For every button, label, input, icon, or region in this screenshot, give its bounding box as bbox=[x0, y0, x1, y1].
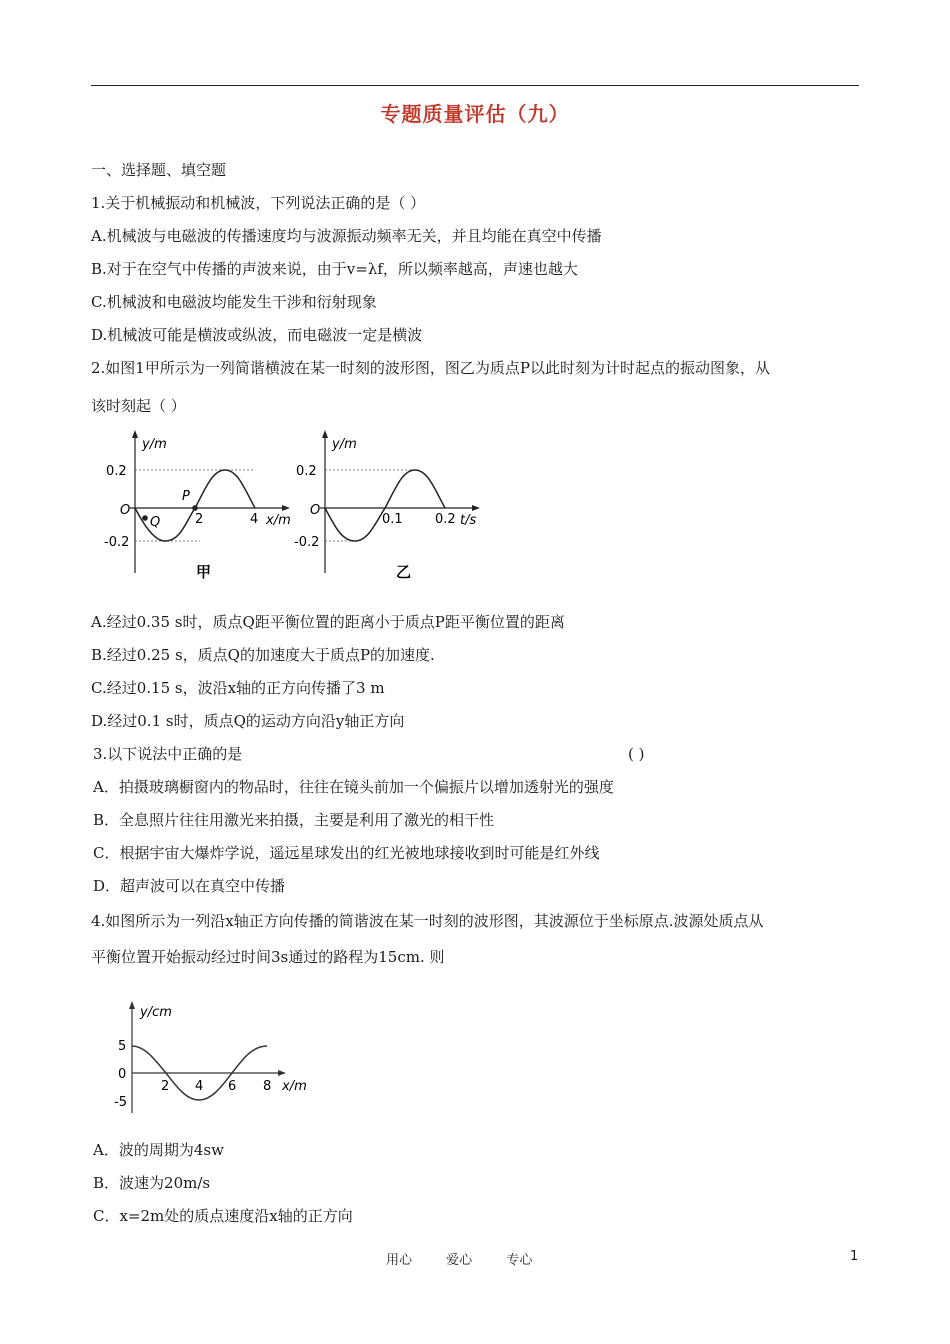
tick-x-8: 8 bbox=[263, 1079, 272, 1094]
q4-option-c: C．x=2m处的质点速度沿x轴的正方向 bbox=[93, 1207, 353, 1225]
origin-label: O bbox=[310, 503, 321, 518]
q3-option-a: A．拍摄玻璃橱窗内的物品时，往往在镜头前加一个偏振片以增加透射光的强度 bbox=[93, 778, 614, 796]
q4-stem-line1: 4.如图所示为一列沿x轴正方向传播的简谐波在某一时刻的波形图，其波源位于坐标原点.波源处质点从 bbox=[91, 912, 764, 930]
tick-y-0: 0 bbox=[118, 1067, 127, 1082]
q2-stem-line2: 该时刻起（ ） bbox=[91, 397, 186, 415]
axis-label-t: t/s bbox=[460, 513, 477, 528]
label-p: P bbox=[182, 489, 190, 504]
q2-option-a: A.经过0.35 s时，质点Q距平衡位置的距离小于质点P距平衡位置的距离 bbox=[91, 613, 565, 631]
tick-y-top: 0.2 bbox=[296, 464, 317, 479]
wave-graph-q4 bbox=[110, 998, 320, 1123]
origin-label: O bbox=[120, 503, 131, 518]
q1-option-a: A.机械波与电磁波的传播速度均与波源振动频率无关，并且均能在真空中传播 bbox=[91, 227, 602, 245]
footer-text-1: 用心 bbox=[386, 1253, 413, 1268]
q1-option-b: B.对于在空气中传播的声波来说，由于v=λf，所以频率越高，声速也越大 bbox=[91, 260, 578, 278]
q4-stem-line2: 平衡位置开始振动经过时间3s通过的路程为15cm. 则 bbox=[91, 948, 445, 966]
tick-y-5: 5 bbox=[118, 1039, 127, 1054]
q2-option-c: C.经过0.15 s，波沿x轴的正方向传播了3 m bbox=[91, 679, 385, 697]
q1-stem: 1.关于机械振动和机械波，下列说法正确的是（ ） bbox=[91, 194, 426, 212]
section-heading: 一、选择题、填空题 bbox=[91, 161, 227, 179]
tick-t-0.1: 0.1 bbox=[382, 512, 403, 527]
tick-x-2: 2 bbox=[195, 512, 204, 527]
label-q: Q bbox=[150, 515, 161, 530]
q4-option-a: A．波的周期为4sw bbox=[93, 1141, 224, 1159]
q3-stem: 3.以下说法中正确的是 bbox=[93, 745, 243, 763]
tick-x-4: 4 bbox=[195, 1079, 204, 1094]
footer-text-3: 专心 bbox=[506, 1253, 533, 1268]
caption-yi: 乙 bbox=[396, 563, 412, 581]
page-footer bbox=[386, 1249, 562, 1268]
caption-jia: 甲 bbox=[196, 563, 212, 581]
axis-label-y: y/cm bbox=[140, 1005, 172, 1020]
q3-option-c: C．根据宇宙大爆炸学说，遥远星球发出的红光被地球接收到时可能是红外线 bbox=[93, 844, 600, 862]
footer-text-2: 爱心 bbox=[446, 1253, 473, 1268]
page-title: 专题质量评估（九） bbox=[380, 102, 570, 126]
vibration-graph-yi bbox=[290, 428, 490, 588]
tick-y-bottom: -0.2 bbox=[104, 535, 130, 550]
wave-graph-jia bbox=[100, 428, 300, 588]
q1-option-d: D.机械波可能是横波或纵波，而电磁波一定是横波 bbox=[91, 326, 423, 344]
axis-label-x: x/m bbox=[266, 513, 291, 528]
q3-answer-paren: ( ) bbox=[628, 745, 645, 763]
point-p bbox=[192, 505, 198, 511]
axis-label-y: y/m bbox=[332, 437, 357, 452]
q2-option-d: D.经过0.1 s时，质点Q的运动方向沿y轴正方向 bbox=[91, 712, 405, 730]
q4-option-b: B．波速为20m/s bbox=[93, 1174, 211, 1192]
header-rule bbox=[91, 85, 859, 86]
axis-label-x: x/m bbox=[282, 1079, 307, 1094]
point-q bbox=[142, 515, 148, 521]
tick-x-4: 4 bbox=[250, 512, 259, 527]
q3-option-b: B．全息照片往往用激光来拍摄，主要是利用了激光的相干性 bbox=[93, 811, 495, 829]
tick-x-6: 6 bbox=[228, 1079, 237, 1094]
tick-y-top: 0.2 bbox=[106, 464, 127, 479]
tick-y-neg5: -5 bbox=[114, 1095, 127, 1110]
page-number: 1 bbox=[850, 1249, 859, 1264]
axis-label-y: y/m bbox=[142, 437, 167, 452]
tick-t-0.2: 0.2 bbox=[435, 512, 456, 527]
q1-option-c: C.机械波和电磁波均能发生干涉和衍射现象 bbox=[91, 293, 377, 311]
tick-y-bottom: -0.2 bbox=[294, 535, 320, 550]
q2-option-b: B.经过0.25 s，质点Q的加速度大于质点P的加速度. bbox=[91, 646, 435, 664]
q2-stem-line1: 2.如图1甲所示为一列简谐横波在某一时刻的波形图，图乙为质点P以此时刻为计时起点的振动图象，从 bbox=[91, 359, 770, 377]
tick-x-2: 2 bbox=[161, 1079, 170, 1094]
q3-option-d: D．超声波可以在真空中传播 bbox=[93, 877, 286, 895]
